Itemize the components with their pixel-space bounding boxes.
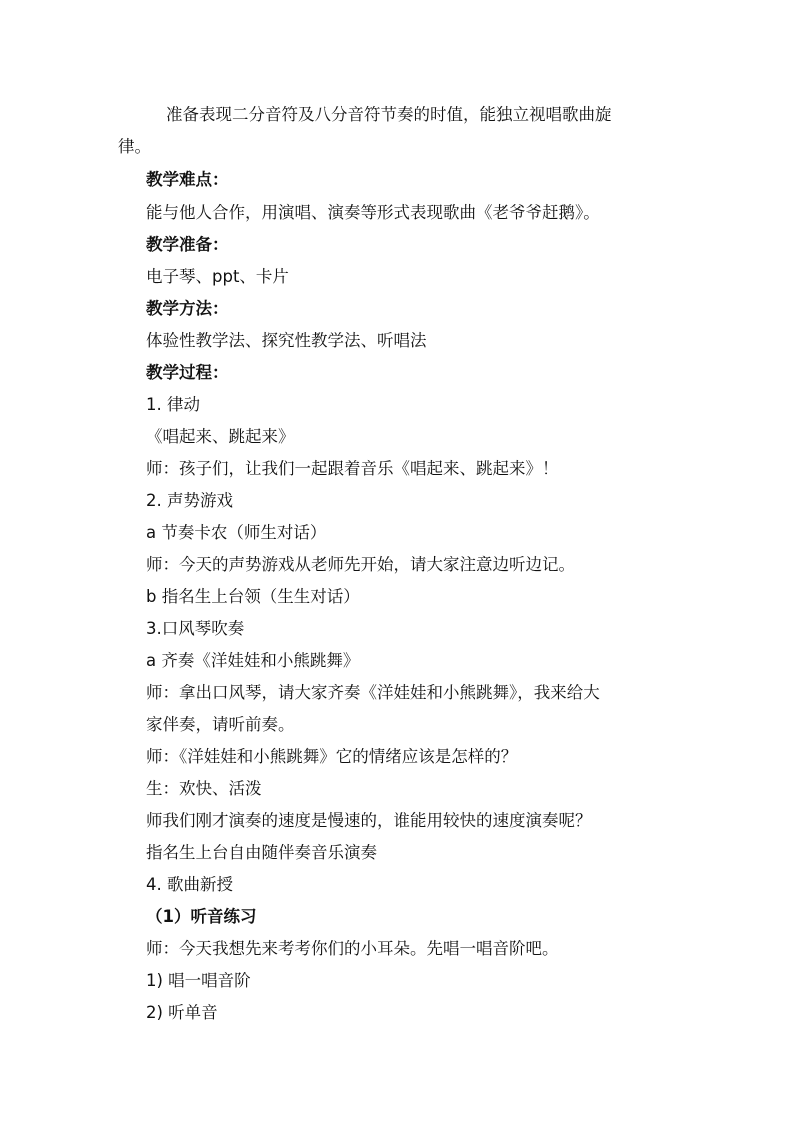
text-line: 电子琴、ppt、卡片: [146, 267, 289, 286]
text-line: 律。: [118, 137, 151, 156]
text-line: 体验性教学法、探究性教学法、听唱法: [146, 331, 427, 350]
section-heading: 教学过程：: [146, 363, 229, 382]
text-line: 师：孩子们，让我们一起跟着音乐《唱起来、跳起来》！: [146, 459, 559, 478]
text-line: 生：欢快、活泼: [146, 779, 262, 798]
text-line: 师：今天我想先来考考你们的小耳朵。先唱一唱音阶吧。: [146, 939, 559, 958]
list-item: 4. 歌曲新授: [146, 875, 233, 894]
text-line: 师：拿出口风琴，请大家齐奏《洋娃娃和小熊跳舞》，我来给大: [146, 683, 600, 702]
text-line: 准备表现二分音符及八分音符节奏的时值，能独立视唱歌曲旋: [166, 105, 612, 124]
list-item: 1. 律动: [146, 395, 200, 414]
text-line: 师：今天的声势游戏从老师先开始，请大家注意边听边记。: [146, 555, 575, 574]
section-heading: 教学方法：: [146, 299, 229, 318]
text-line: 师我们刚才演奏的速度是慢速的，谁能用较快的速度演奏呢？: [146, 811, 592, 830]
text-line: a 节奏卡农（师生对话）: [146, 523, 327, 542]
list-item: 2. 声势游戏: [146, 491, 233, 510]
list-item: 1) 唱一唱音阶: [146, 971, 251, 990]
text-line: 能与他人合作，用演唱、演奏等形式表现歌曲《老爷爷赶鹅》。: [146, 203, 600, 222]
section-heading: 教学准备：: [146, 235, 229, 254]
text-line: 《唱起来、跳起来》: [146, 427, 295, 446]
text-line: b 指名生上台领（生生对话）: [146, 587, 360, 606]
list-item: 3.口风琴吹奏: [146, 619, 245, 638]
section-heading: 教学难点：: [146, 170, 229, 189]
list-item: 2) 听单音: [146, 1003, 218, 1022]
text-line: 指名生上台自由随伴奏音乐演奏: [146, 843, 377, 862]
text-line: 家伴奏，请听前奏。: [146, 715, 295, 734]
text-line: a 齐奏《洋娃娃和小熊跳舞》: [146, 651, 360, 670]
subsection-heading: （1）听音练习: [146, 907, 257, 926]
text-line: 师：《洋娃娃和小熊跳舞》它的情绪应该是怎样的？: [146, 747, 518, 766]
